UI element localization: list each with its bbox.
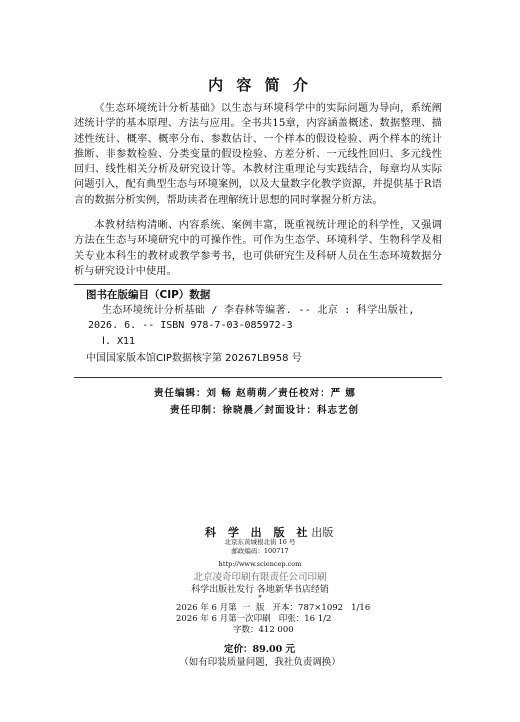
cip-line-1: 生态环境统计分析基础 / 李春林等编著. -- 北京 : 科学出版社, [102,305,415,316]
publisher-logo-suffix: 出版 [311,526,334,539]
printing-line: 2026 年 6 月第一次印刷 印张：16 1/2 [176,614,332,624]
cip-heading: 图书在版编目（CIP）数据 [86,289,211,301]
printer-line: 北京凌奇印刷有限责任公司印刷 [193,572,327,583]
publisher-postcode: 邮政编码：100717 [231,547,289,555]
edition-line: 2026 年 6 月第 一 版 开本：787×1092 1/16 [176,603,371,613]
staff-line-2: 责任印制：徐晓晨／封面设计：科志艺创 [170,405,360,416]
issuer-line: 科学出版社发行 各地新华书店经销 [191,585,329,595]
summary-title: 内 容 简 介 [208,76,312,94]
cip-top-rule [74,284,442,285]
publisher-website: http://www.sciencep.com [218,560,302,568]
price-line: 定价：89.00 元 [224,644,296,655]
summary-paragraph-2: 本教材结构清晰、内容系统、案例丰富，既重视统计理论的科学性，又强调方法在生态与环境研究中的可操作性。可作为生态学、环境科学、生物科学及相关专业本科生的教材或教学参考书，也可供研究生及科研人员在生态环境数据分析与研究设计中使用。 [74,220,442,277]
quality-notice: （如有印装质量问题，我社负责调换） [179,657,341,668]
publisher-logo-text: 科 学 出 版 社 [205,526,312,539]
cip-line-4: 中国国家版本馆CIP数据核字第 20267LB958 号 [86,353,302,364]
publisher-address: 北京东黄城根北街 16 号 [224,538,296,546]
staff-line-1: 责任编辑：刘 畅 赵萌萌／责任校对：严 娜 [154,388,356,399]
cip-bottom-rule [74,377,442,378]
separator-star: * [258,594,262,602]
cip-line-2: 2026. 6. -- ISBN 978-7-03-085972-3 [88,320,293,331]
cip-line-3: Ⅰ. X11 [102,336,136,347]
words-line: 字数：412 000 [233,625,294,635]
summary-paragraph-1: 《生态环境统计分析基础》以生态与环境科学中的实际问题为导向，系统阐述统计学的基本原理、方法与应用。全书共15章，内容涵盖概述、数据整理、描述性统计、概率、概率分布、参数估计、一个样本的假设检验、两个样本的统计推断、非参数检验、分类变量的假设检验、方差分析、一元线性回归、多元线性回归、线性相关分析及研究设计等。本教材注重理论与实践结合，每章均从实际问题引入，配有典型生态与环境案例，以及大量数字化教学资源，并提供基于R语言的数据分析实例，帮助读者在理解统计思想的同时掌握分析方法。 [74,103,442,206]
